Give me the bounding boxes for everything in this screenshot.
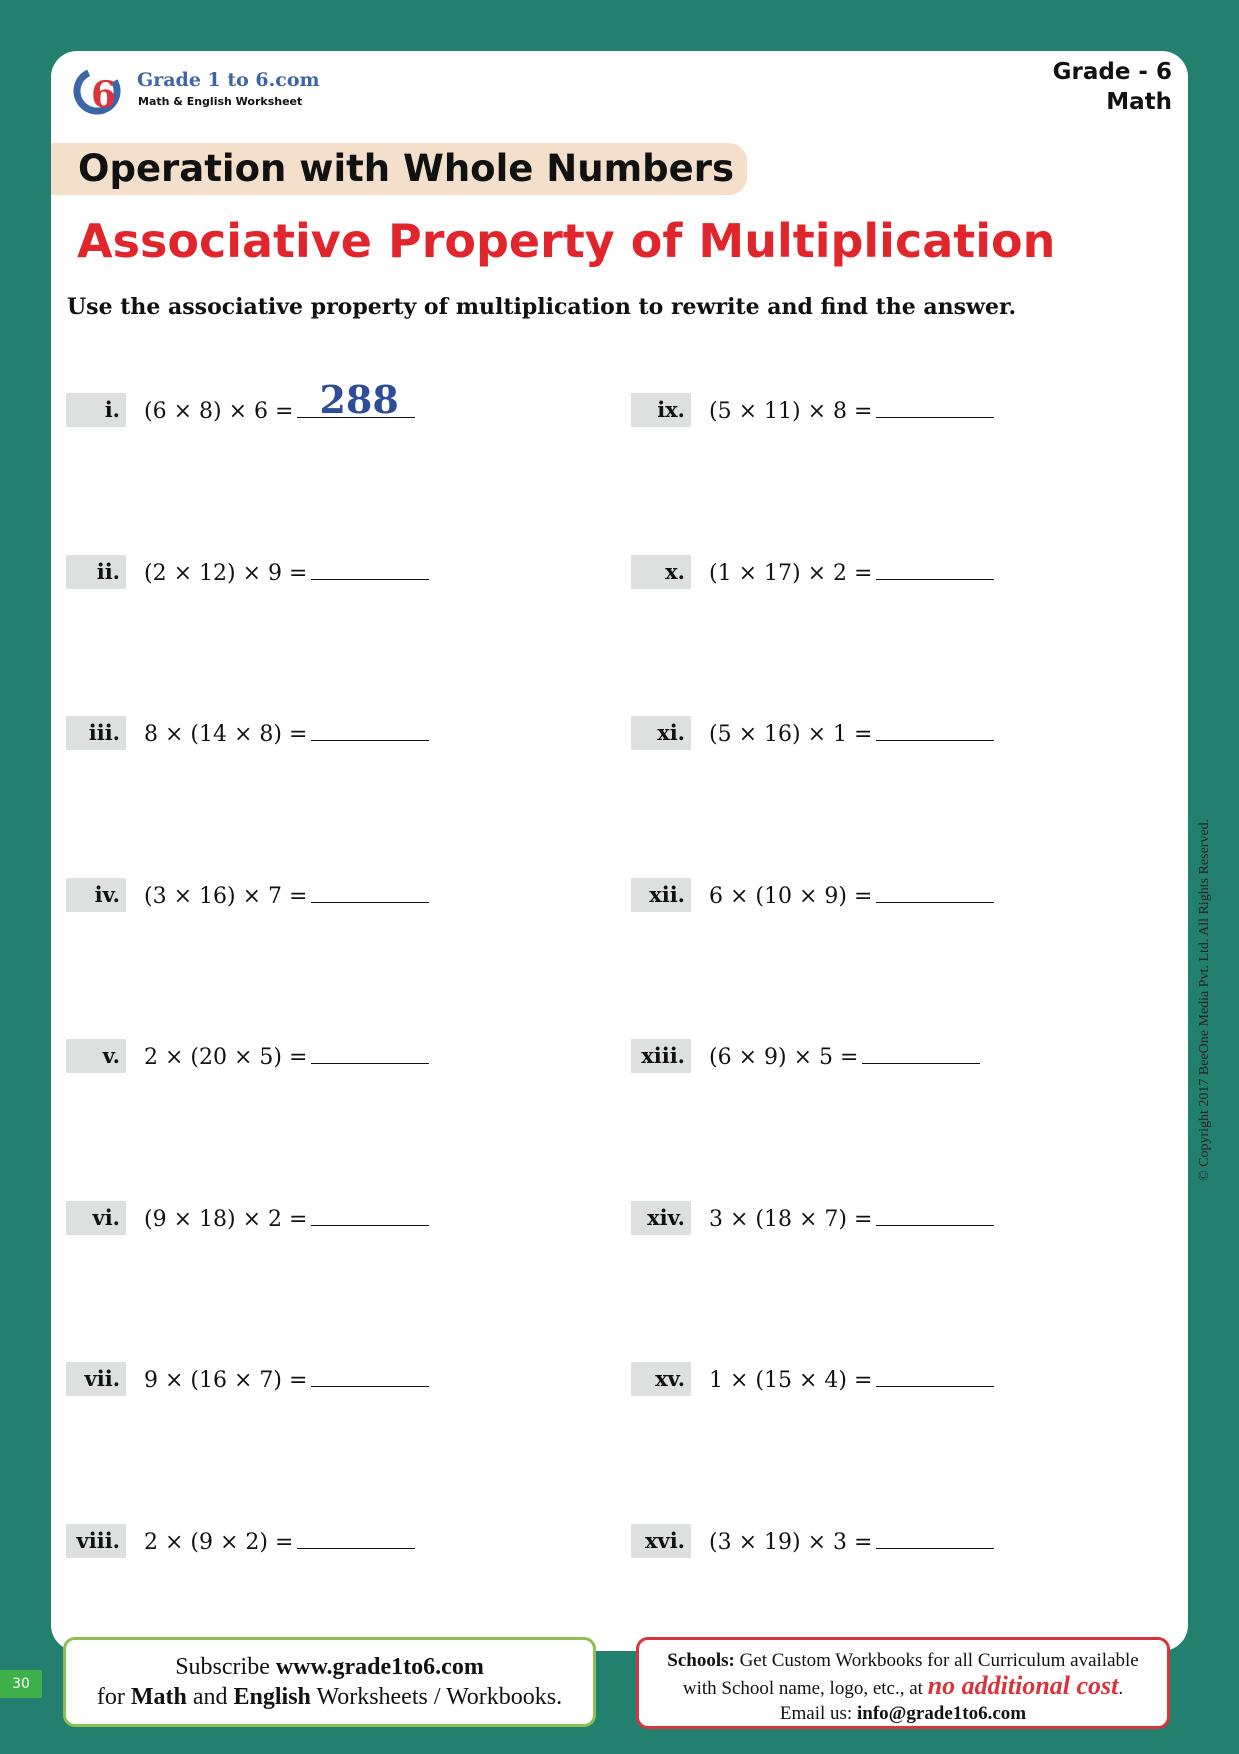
problem-expression [144,1362,429,1398]
schools-text-2: with School name, logo, etc., at [682,1678,923,1699]
answer-blank[interactable] [876,1362,994,1387]
problem-label: xiv. [631,1201,691,1235]
answer-blank[interactable] [876,716,994,741]
expression-text: (1 × 17) × 2 = [709,560,873,586]
expression-text: 8 × (14 × 8) = [144,722,308,747]
answer-blank[interactable] [297,1524,415,1549]
problem-label: i. [66,393,126,427]
expression-text: 1 × (15 × 4) = [709,1368,873,1393]
expression-text: 2 × (9 × 2) = [144,1529,294,1555]
problem-expression [144,716,429,752]
logo-title: Grade 1 to 6.com [137,69,320,91]
email-label: Email us: [779,1703,853,1724]
logo-subtitle: Math & English Worksheet [138,95,303,108]
problem-expression [709,878,994,914]
schools-label: Schools: [667,1650,735,1671]
grade-label: Grade - 6 [1052,59,1172,85]
worksheet-title: Associative Property of Multiplication [77,214,1056,268]
expression-text: 2 × (20 × 5) = [144,1045,308,1070]
topic-title: Operation with Whole Numbers [78,147,734,190]
expression-text: 9 × (16 × 7) = [144,1368,308,1393]
answer-blank[interactable] [876,878,994,903]
expression-text: 3 × (18 × 7) = [709,1206,873,1232]
problem-expression [144,1524,415,1560]
grade-subject [1053,57,1172,117]
problem-label: xvi. [631,1524,691,1558]
answer-blank[interactable] [876,555,994,580]
expression-text: (6 × 8) × 6 = [144,399,294,424]
schools-text-1: Get Custom Workbooks for all Curriculum available [739,1650,1139,1671]
email-link[interactable]: info@grade1to6.com [856,1703,1027,1724]
problem-label: vi. [66,1201,126,1235]
schools-line-1 [639,1648,1167,1673]
instructions: Use the associative property of multiplication to rewrite and find the answer. [67,294,1017,320]
expression-text: (9 × 18) × 2 = [144,1206,308,1232]
svg-text:6: 6 [91,74,117,115]
and-text: and [192,1684,228,1710]
answer-blank[interactable] [876,393,994,418]
answer-blank[interactable] [311,878,429,903]
logo-mark-icon [71,63,127,115]
expression-text: (3 × 19) × 3 = [709,1529,873,1555]
problem-expression [709,393,994,429]
problem-expression [709,1201,994,1237]
schools-box [636,1637,1170,1729]
answer-blank[interactable] [311,716,429,741]
problem-expression [144,1039,429,1075]
for-text: for [96,1684,125,1710]
subscribe-prefix: Subscribe [175,1654,270,1680]
subject-label: Math [1106,89,1172,115]
problem-label: v. [66,1039,126,1073]
problem-expression [144,377,415,429]
answer-blank[interactable] [876,1524,994,1549]
schools-line-3 [639,1701,1167,1726]
answer-blank[interactable] [311,1039,429,1064]
problem-expression [709,1524,994,1560]
problem-expression [709,1362,994,1398]
answer-blank[interactable] [311,1201,429,1226]
problem-label: viii. [66,1524,126,1558]
problem-label: xv. [631,1362,691,1396]
problem-label: x. [631,555,691,589]
subscribe-suffix: Worksheets / Workbooks. [316,1684,563,1710]
no-cost-highlight: no additional cost [927,1671,1119,1700]
problem-label: vii. [66,1362,126,1396]
answer-blank[interactable] [311,555,429,580]
math-text: Math [130,1684,187,1710]
answer-blank[interactable] [876,1201,994,1226]
problem-label: xi. [631,716,691,750]
schools-period: . [1118,1678,1124,1699]
problem-expression [709,555,994,591]
schools-line-2 [639,1673,1167,1701]
problem-label: xiii. [631,1039,691,1073]
problem-expression [144,1201,429,1237]
english-text: English [233,1684,311,1710]
site-logo[interactable] [71,63,320,115]
subscribe-line-1 [66,1652,593,1682]
problem-expression [709,716,994,752]
expression-text: (3 × 16) × 7 = [144,883,308,909]
problem-expression [709,1039,980,1075]
answer-blank[interactable] [311,1362,429,1387]
answer-blank[interactable] [862,1039,980,1064]
subscribe-box[interactable] [63,1637,596,1727]
expression-text: (2 × 12) × 9 = [144,560,308,586]
expression-text: 6 × (10 × 9) = [709,883,873,909]
problem-expression [144,878,429,914]
problem-expression [144,555,429,591]
problem-label: ii. [66,555,126,589]
worksheet-page [51,51,1188,1651]
answer-value: 288 [319,377,399,422]
expression-text: (6 × 9) × 5 = [709,1045,859,1070]
expression-text: (5 × 16) × 1 = [709,722,873,747]
problem-label: iii. [66,716,126,750]
problem-label: ix. [631,393,691,427]
subscribe-link[interactable]: www.grade1to6.com [275,1654,484,1680]
topic-banner [51,143,747,195]
expression-text: (5 × 11) × 8 = [709,399,873,424]
problem-label: iv. [66,878,126,912]
problem-label: xii. [631,878,691,912]
page-number: 30 [0,1670,42,1698]
copyright-text: © Copyright 2017 BeeOne Media Pvt. Ltd. All Rights Reserved. [1197,818,1212,1181]
answer-blank[interactable] [297,377,415,422]
subscribe-line-2 [66,1682,593,1712]
